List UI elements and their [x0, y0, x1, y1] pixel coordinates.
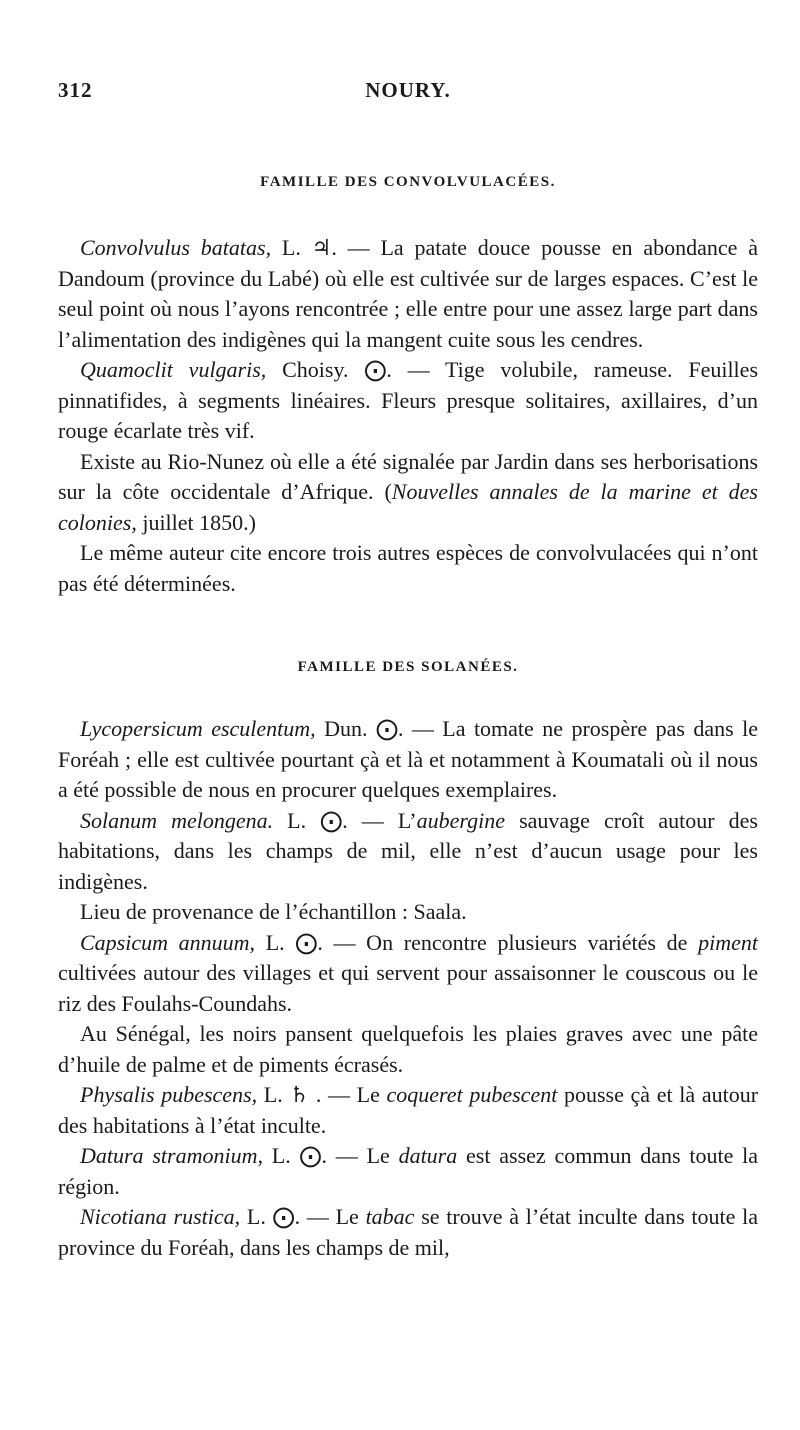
species-name: Capsicum annuum, [80, 929, 256, 955]
paragraph-rio-nunez [58, 447, 758, 539]
entry-text: . — La patate douce pousse en abondance à Dandoum (province du Labé) où elle est cultivée sur de larges espaces. C’est le seul point où nous l’ayons rencontrée ; elle entre pour une assez large part dans l’alimentation des indigènes qui la mangent cuite sous les cendres. [58, 235, 758, 352]
species-name: Convolvulus batatas, [80, 235, 272, 260]
author-abbrev: L. [257, 1082, 290, 1107]
entry-text: . — On rencontre plusieurs variétés de [317, 929, 699, 955]
species-name: Lycopersicum esculentum, [80, 716, 316, 741]
paragraph-senegal [58, 1019, 758, 1080]
page-header [58, 78, 758, 108]
annual-symbol-icon: ⨀ [375, 716, 398, 741]
citation-title: Nouvelles annales de la marine et des colonies, [58, 479, 758, 535]
entry-text: . — Le [321, 1143, 399, 1168]
author-abbrev: L. [271, 235, 312, 260]
common-name: aubergine [416, 807, 505, 833]
section-body-convolvulacees [58, 233, 758, 599]
common-name: piment [698, 929, 758, 955]
entry-solanum-melongena [58, 806, 758, 898]
entry-text: . — Tige volubile, rameuse. Feuilles pinnatifides, à segments linéaires. Fleurs presque solitaires, axillaires, d’un rouge écarlate très vif. [58, 357, 758, 443]
entry-text-end: se trouve à l’état inculte dans toute la province du Foréah, dans les champs de mil, [58, 1204, 759, 1260]
species-name: Nicotiana rustica, [80, 1204, 241, 1229]
species-name: Physalis pubescens, [80, 1082, 258, 1107]
entry-text-end: cultivées autour des villages et qui servent pour assaisonner le couscous ou le riz des Foulahs-Coundahs. [58, 960, 758, 1016]
entry-text-end: est assez commun dans toute la région. [58, 1143, 758, 1199]
paragraph-provenance [58, 897, 758, 928]
paragraph-text: Le même auteur cite encore trois autres espèces de convolvulacées qui n’ont pas été déterminées. [58, 540, 758, 596]
running-head: NOURY. [365, 78, 451, 102]
common-name: datura [398, 1143, 458, 1168]
species-name: Quamoclit vulgaris, [80, 357, 267, 382]
entry-text: . — L’ [342, 807, 417, 833]
entry-datura-stramonium [58, 1141, 758, 1202]
entry-physalis-pubescens [58, 1080, 758, 1141]
annual-symbol-icon: ⨀ [299, 1143, 322, 1168]
page [58, 78, 758, 1263]
author-abbrev: Dun. [315, 716, 376, 741]
entry-convolvulus-batatas [58, 233, 758, 355]
common-name: tabac [365, 1204, 415, 1229]
species-name: Datura stramonium, [80, 1143, 263, 1168]
entry-text: . — Le [309, 1082, 387, 1107]
entry-text: . — Le [294, 1204, 366, 1229]
entry-nicotiana-rustica [58, 1202, 758, 1263]
perennial-symbol-icon: ♃ [311, 235, 332, 260]
author-abbrev: Choisy. [266, 357, 365, 382]
entry-text-end: pousse çà et là autour des habitations à l’état inculte. [58, 1082, 759, 1138]
section-body-solanees [58, 714, 758, 1263]
annual-symbol-icon: ⨀ [295, 929, 318, 955]
author-abbrev: L. [255, 929, 296, 955]
page-number: 312 [58, 78, 93, 102]
entry-text-end: sauvage croît autour des habitations, dans les champs de mil, elle n’est d’aucun usage pour les indigènes. [58, 807, 758, 894]
paragraph-text: Existe au Rio-Nunez où elle a été signalée par Jardin dans ses herborisations sur la côte occidentale d’Afrique. ( [58, 448, 758, 504]
section-heading-convolvulacees: FAMILLE DES CONVOLVULACÉES. [260, 174, 556, 190]
paragraph-meme-auteur [58, 538, 758, 599]
biennial-symbol-icon: ♄ [289, 1082, 310, 1107]
common-name: coqueret pubescent [386, 1082, 558, 1107]
entry-text: . — La tomate ne prospère pas dans le Foréah ; elle est cultivée pourtant çà et là et notamment à Koumatali où il nous a été possible de nous en procurer quelques exemplaires. [58, 716, 759, 802]
entry-quamoclit-vulgaris [58, 355, 758, 447]
author-abbrev: L. [273, 807, 321, 833]
entry-lycopersicum [58, 714, 758, 806]
annual-symbol-icon: ⨀ [320, 807, 343, 833]
entry-capsicum-annuum [58, 928, 758, 1020]
annual-symbol-icon: ⨀ [272, 1204, 295, 1229]
annual-symbol-icon: ⨀ [364, 357, 387, 382]
section-heading-solanees: FAMILLE DES SOLANÉES. [297, 659, 519, 675]
author-abbrev: L. [240, 1204, 273, 1229]
paragraph-text: Lieu de provenance de l’échantillon : Saala. [80, 899, 467, 924]
paragraph-text: Au Sénégal, les noirs pansent quelquefois les plaies graves avec une pâte d’huile de palme et de piments écrasés. [58, 1021, 758, 1077]
paragraph-text-end: juillet 1850.) [136, 509, 256, 535]
species-name: Solanum melongena. [80, 807, 274, 833]
author-abbrev: L. [262, 1143, 300, 1168]
